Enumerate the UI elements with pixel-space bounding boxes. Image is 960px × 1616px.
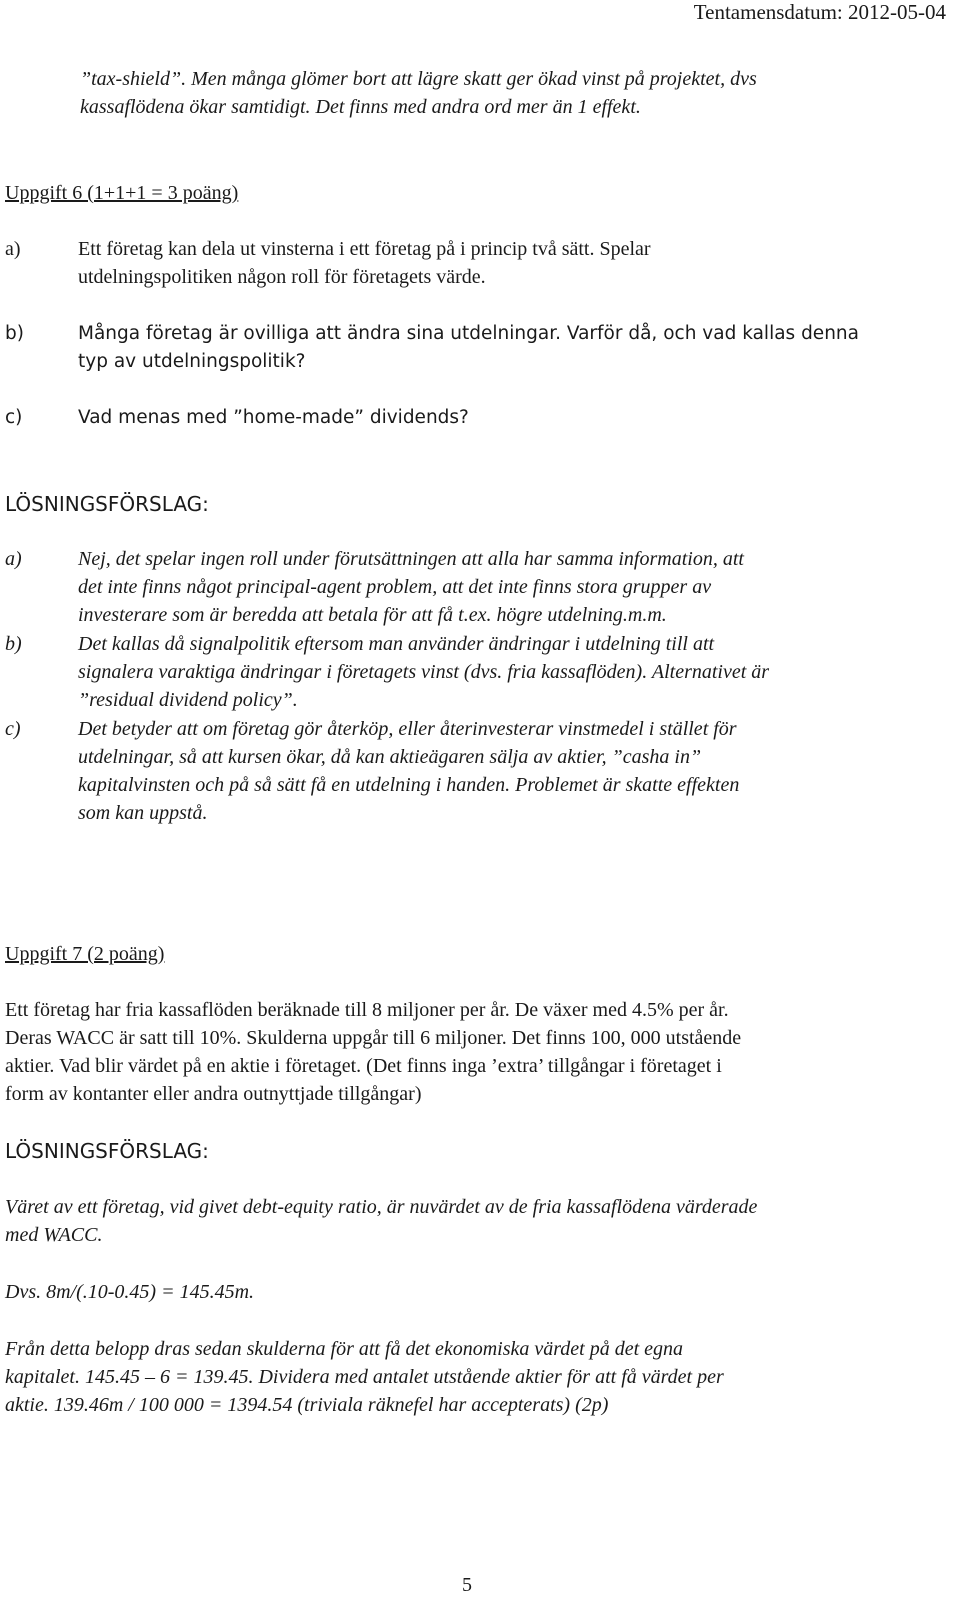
intro-line-2: kassaflödena ökar samtidigt. Det finns med andra ord mer än 1 effekt. bbox=[80, 96, 641, 118]
solution-line: kapitalet. 145.45 – 6 = 139.45. Dividera med antalet utstående aktier för att få värdet per bbox=[5, 1366, 724, 1388]
question-line: Vad menas med ”home-made” dividends? bbox=[78, 407, 469, 428]
solution-line: Från detta belopp dras sedan skulderna för att få det ekonomiska värdet på det egna bbox=[5, 1338, 684, 1360]
answer-line: signalera varaktiga ändringar i företagets vinst (dvs. fria kassaflöden). Alternativet är bbox=[78, 661, 770, 683]
task7-title: Uppgift 7 (2 poäng) bbox=[5, 943, 165, 965]
answer-line: utdelningar, så att kursen ökar, då kan aktieägaren sälja av aktier, ”casha in” bbox=[78, 746, 702, 768]
answer-line: kapitalvinsten och på så sätt få en utdelning i handen. Problemet är skatte effekten bbox=[78, 774, 740, 796]
question-line: Många företag är ovilliga att ändra sina utdelningar. Varför då, och vad kallas denna bbox=[78, 323, 859, 344]
question-line: aktier. Vad blir värdet på en aktie i företaget. (Det finns inga ’extra’ tillgångar i företaget i bbox=[5, 1055, 722, 1077]
answer-line: som kan uppstå. bbox=[78, 802, 208, 824]
answer-label: b) bbox=[5, 633, 22, 655]
task7-calculation: Dvs. 8m/(.10-0.45) = 145.45m. bbox=[5, 1281, 255, 1303]
answer-line: Det kallas då signalpolitik eftersom man använder ändringar i utdelning till att bbox=[78, 633, 715, 655]
answer-line: ”residual dividend policy”. bbox=[78, 689, 298, 711]
answer-line: investerare som är beredda att betala för att få t.ex. högre utdelning.m.m. bbox=[78, 604, 667, 626]
exam-date: Tentamensdatum: 2012-05-04 bbox=[693, 0, 946, 24]
answer-label: a) bbox=[5, 548, 22, 570]
question-line: Ett företag har fria kassaflöden beräknade till 8 miljoner per år. De växer med 4.5% per år. bbox=[5, 999, 729, 1021]
task6-title: Uppgift 6 (1+1+1 = 3 poäng) bbox=[5, 182, 239, 204]
question-line: Ett företag kan dela ut vinsterna i ett företag på i princip två sätt. Spelar bbox=[78, 238, 651, 260]
solution-line: med WACC. bbox=[5, 1224, 103, 1246]
solution-line: Väret av ett företag, vid givet debt-equity ratio, är nuvärdet av de fria kassaflödena värderade bbox=[5, 1196, 758, 1218]
answer-line: det inte finns något principal-agent problem, att det inte finns stora grupper av bbox=[78, 576, 712, 598]
task7-solution-heading: LÖSNINGSFÖRSLAG: bbox=[5, 1139, 209, 1163]
solution-line: aktie. 139.46m / 100 000 = 1394.54 (triviala räknefel har accepterats) (2p) bbox=[5, 1394, 609, 1416]
intro-line-1: ”tax-shield”. Men många glömer bort att lägre skatt ger ökad vinst på projektet, dvs bbox=[80, 68, 757, 90]
answer-label: c) bbox=[5, 718, 21, 740]
question-line: form av kontanter eller andra outnyttjade tillgångar) bbox=[5, 1083, 422, 1105]
question-line: utdelningspolitiken någon roll för företagets värde. bbox=[78, 266, 486, 288]
question-label: a) bbox=[5, 238, 21, 260]
question-line: Deras WACC är satt till 10%. Skulderna uppgår till 6 miljoner. Det finns 100, 000 utstående bbox=[5, 1027, 742, 1049]
question-label: c) bbox=[5, 407, 23, 428]
answer-line: Det betyder att om företag gör återköp, eller återinvesterar vinstmedel i stället för bbox=[78, 718, 737, 740]
answer-line: Nej, det spelar ingen roll under förutsättningen att alla har samma information, att bbox=[78, 548, 744, 570]
question-label: b) bbox=[5, 323, 24, 344]
task6-solution-heading: LÖSNINGSFÖRSLAG: bbox=[5, 492, 209, 516]
question-line: typ av utdelningspolitik? bbox=[78, 351, 306, 372]
page-number: 5 bbox=[462, 1574, 472, 1596]
